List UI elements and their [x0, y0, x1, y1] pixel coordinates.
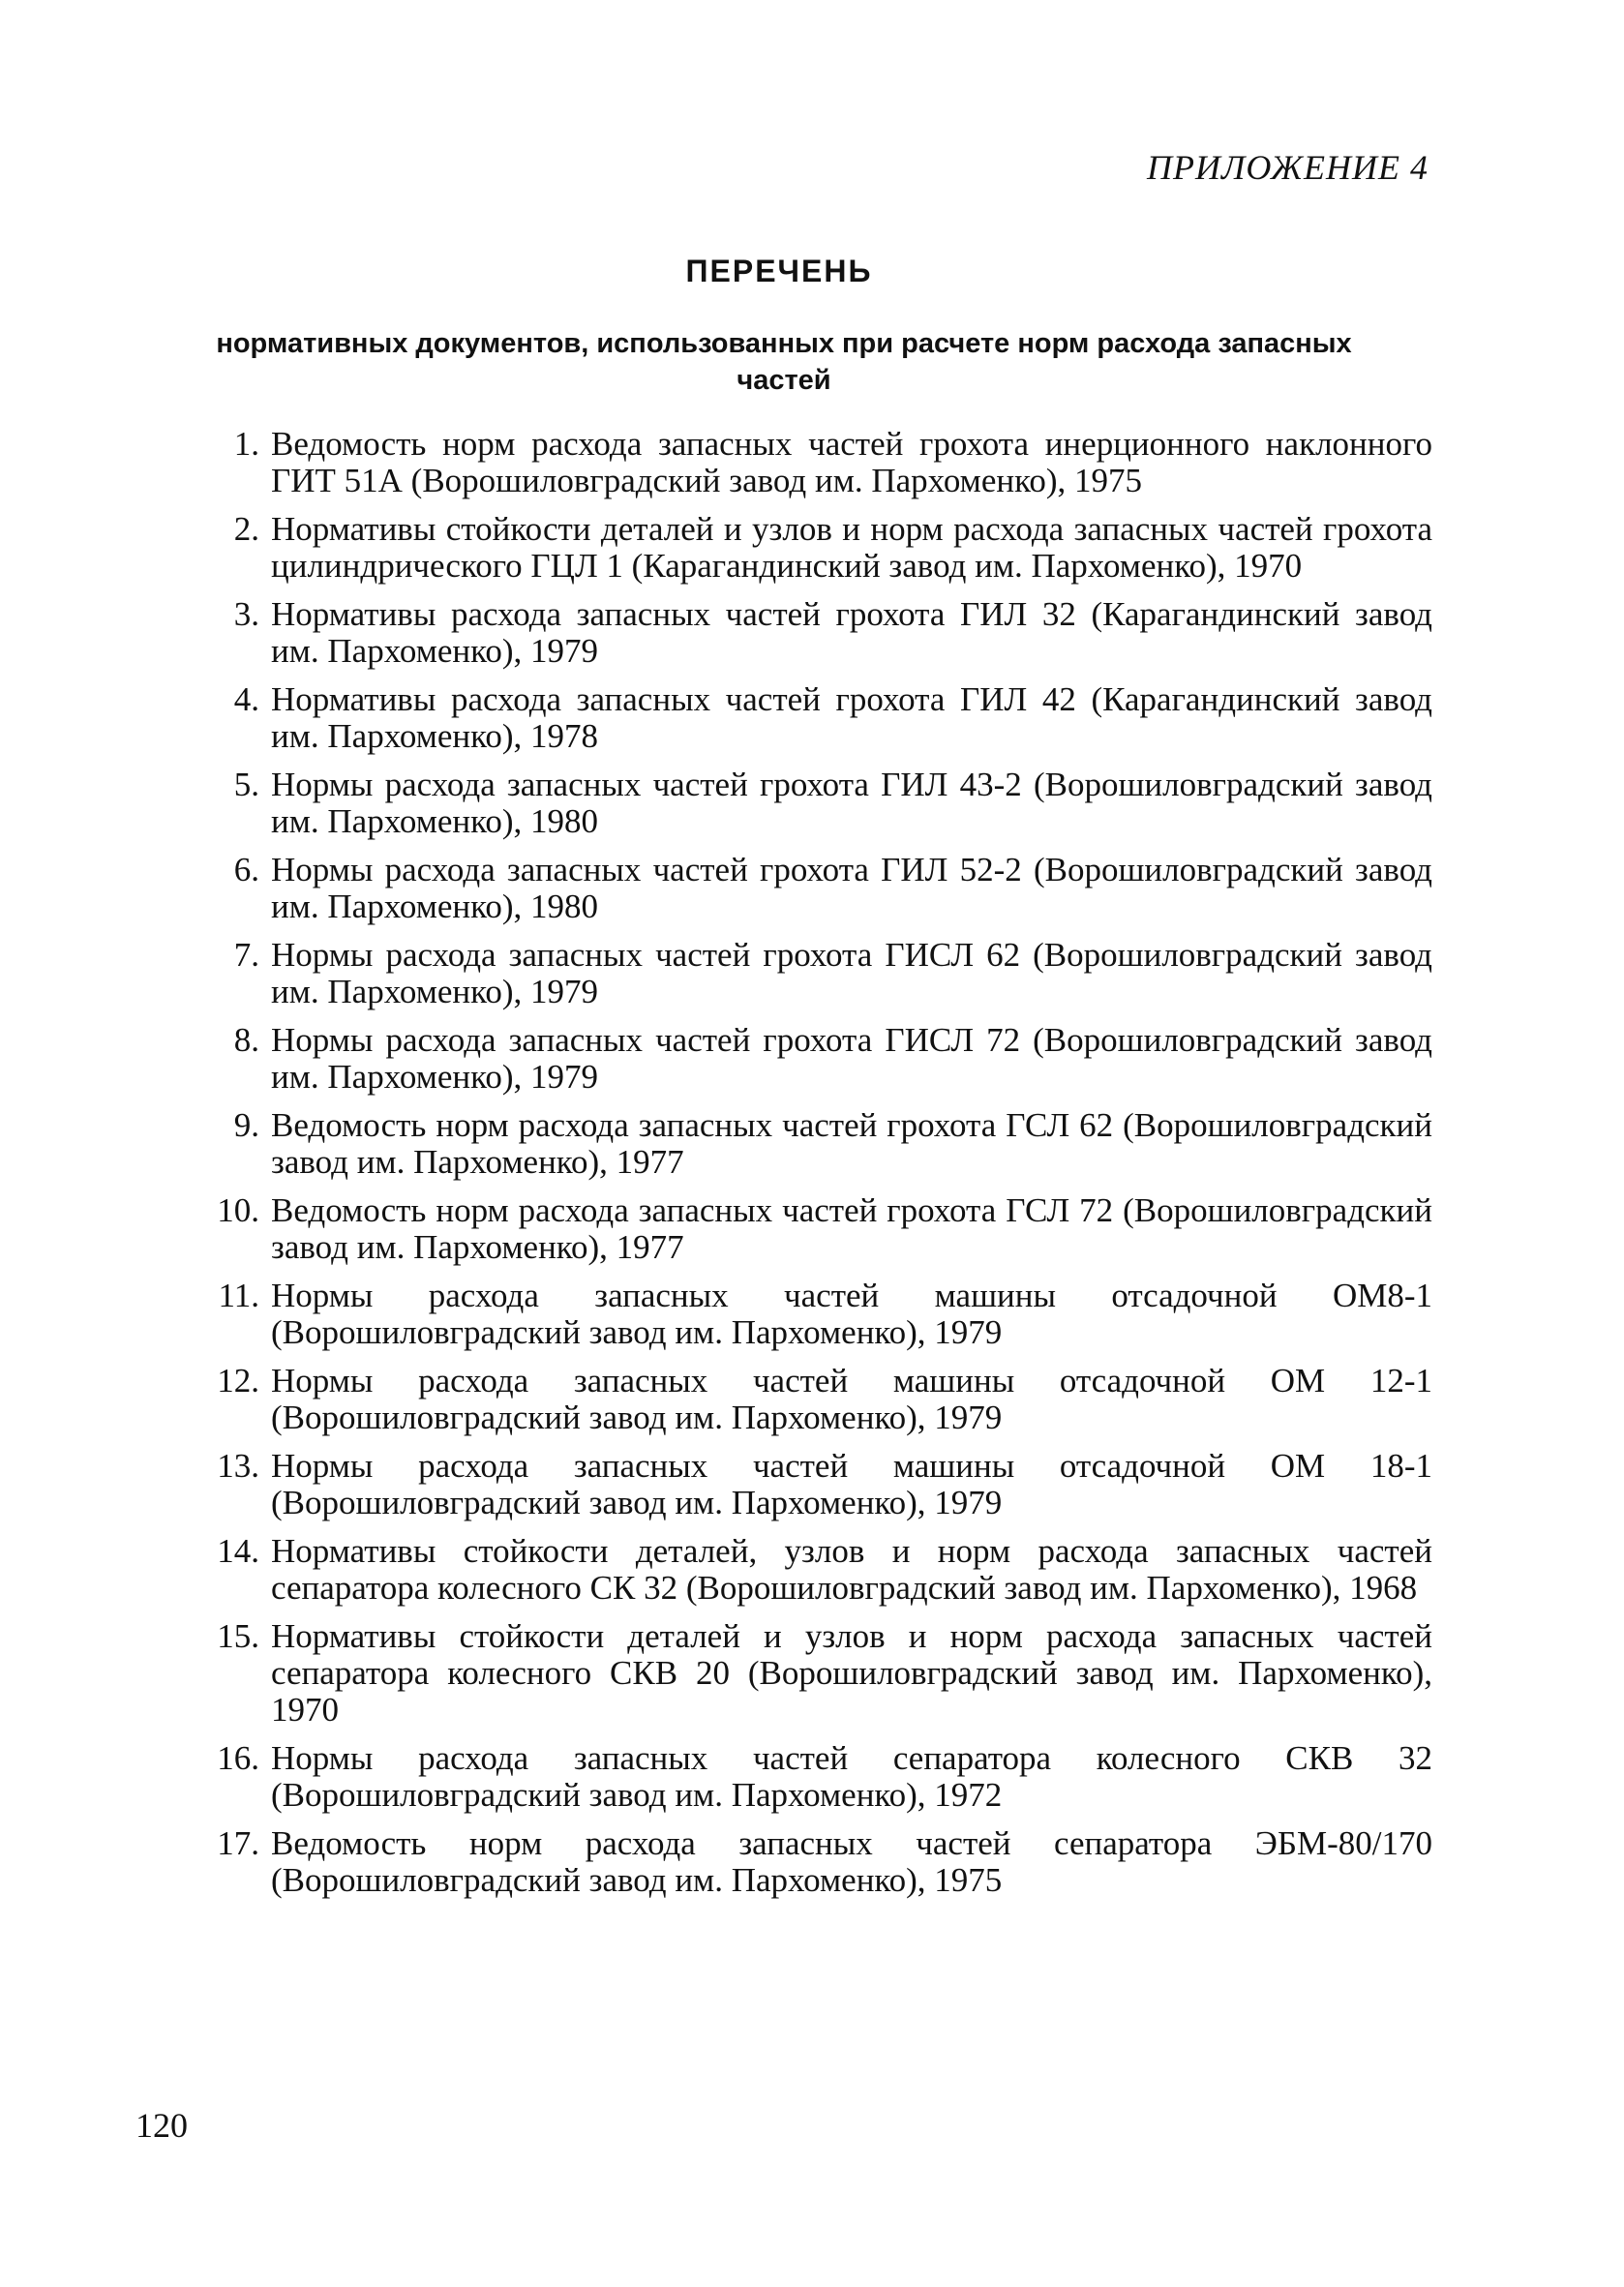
item-text: Нормы расхода запасных частей машины отсадочной ОМ 12-1 (Ворошиловградский завод им. Пархоменко), 1979 — [271, 1362, 1432, 1436]
item-text: Нормативы расхода запасных частей грохота ГИЛ 32 (Карагандинский завод им. Пархоменко), 1979 — [271, 595, 1432, 670]
list-item — [194, 1618, 1432, 1729]
item-number: 7. — [233, 936, 259, 974]
item-number: 9. — [233, 1106, 259, 1144]
item-number: 8. — [233, 1021, 259, 1059]
item-text: Нормативы стойкости деталей и узлов и норм расхода запасных частей сепаратора колесного СКВ 20 (Ворошиловградский завод им. Пархоменко), 1970 — [271, 1617, 1432, 1729]
list-item — [194, 1825, 1432, 1899]
item-text: Нормы расхода запасных частей грохота ГИСЛ 72 (Ворошиловградский завод им. Пархоменко), 1979 — [271, 1021, 1432, 1096]
item-number: 2. — [233, 510, 259, 548]
list-item — [194, 1022, 1432, 1096]
list-item — [194, 852, 1432, 925]
item-number: 1. — [233, 425, 259, 463]
item-text: Нормы расхода запасных частей грохота ГИСЛ 62 (Ворошиловградский завод им. Пархоменко), 1979 — [271, 936, 1432, 1010]
list-item — [194, 1107, 1432, 1181]
item-text: Нормы расхода запасных частей сепаратора колесного СКВ 32 (Ворошиловградский завод им. Пархоменко), 1972 — [271, 1739, 1432, 1814]
item-text: Нормативы расхода запасных частей грохота ГИЛ 42 (Карагандинский завод им. Пархоменко), 1978 — [271, 680, 1432, 755]
item-text: Ведомость норм расхода запасных частей грохота инерционного наклонного ГИТ 51А (Ворошиловградский завод им. Пархоменко), 1975 — [271, 425, 1432, 499]
list-item — [194, 1363, 1432, 1436]
document-list — [194, 426, 1432, 1911]
item-number: 17. — [217, 1824, 259, 1862]
list-item — [194, 1192, 1432, 1266]
item-text: Нормы расхода запасных частей грохота ГИЛ 43-2 (Ворошиловградский завод им. Пархоменко), 1980 — [271, 766, 1432, 840]
item-text: Нормы расхода запасных частей машины отсадочной ОМ8-1 (Ворошиловградский завод им. Пархоменко), 1979 — [271, 1277, 1432, 1351]
list-item — [194, 426, 1432, 499]
list-item — [194, 1533, 1432, 1607]
item-text: Ведомость норм расхода запасных частей сепаратора ЭБМ-80/170 (Ворошиловградский завод им. Пархоменко), 1975 — [271, 1824, 1432, 1899]
page-title: ПЕРЕЧЕНЬ — [685, 254, 873, 288]
list-item — [194, 767, 1432, 840]
item-number: 13. — [217, 1447, 259, 1485]
item-number: 5. — [233, 766, 259, 803]
item-number: 10. — [217, 1191, 259, 1229]
item-text: Нормативы стойкости деталей, узлов и норм расхода запасных частей сепаратора колесного СК 32 (Ворошиловградский завод им. Пархоменко), 1968 — [271, 1532, 1432, 1607]
list-item — [194, 596, 1432, 670]
list-item — [194, 511, 1432, 585]
list-item — [194, 681, 1432, 755]
item-number: 6. — [233, 851, 259, 888]
item-number: 4. — [233, 680, 259, 718]
item-text: Нормы расхода запасных частей машины отсадочной ОМ 18-1 (Ворошиловградский завод им. Пархоменко), 1979 — [271, 1447, 1432, 1521]
item-number: 3. — [233, 595, 259, 633]
item-number: 12. — [217, 1362, 259, 1399]
item-number: 11. — [218, 1277, 259, 1314]
page-number: 120 — [135, 2106, 188, 2145]
page-subtitle: нормативных документов, использованных при расчете норм расхода запасных частей — [216, 328, 1352, 396]
item-text: Нормативы стойкости деталей и узлов и норм расхода запасных частей грохота цилиндрического ГЦЛ 1 (Карагандинский завод им. Пархоменко), 1970 — [271, 510, 1432, 585]
item-number: 15. — [217, 1617, 259, 1655]
item-text: Нормы расхода запасных частей грохота ГИЛ 52-2 (Ворошиловградский завод им. Пархоменко), 1980 — [271, 851, 1432, 925]
item-number: 16. — [217, 1739, 259, 1777]
appendix-label: ПРИЛОЖЕНИЕ 4 — [1147, 148, 1429, 187]
item-number: 14. — [217, 1532, 259, 1570]
item-text: Ведомость норм расхода запасных частей грохота ГСЛ 62 (Ворошиловградский завод им. Пархоменко), 1977 — [271, 1106, 1432, 1181]
list-item — [194, 1448, 1432, 1521]
list-item — [194, 937, 1432, 1010]
list-item — [194, 1740, 1432, 1814]
list-item — [194, 1278, 1432, 1351]
item-text: Ведомость норм расхода запасных частей грохота ГСЛ 72 (Ворошиловградский завод им. Пархоменко), 1977 — [271, 1191, 1432, 1266]
